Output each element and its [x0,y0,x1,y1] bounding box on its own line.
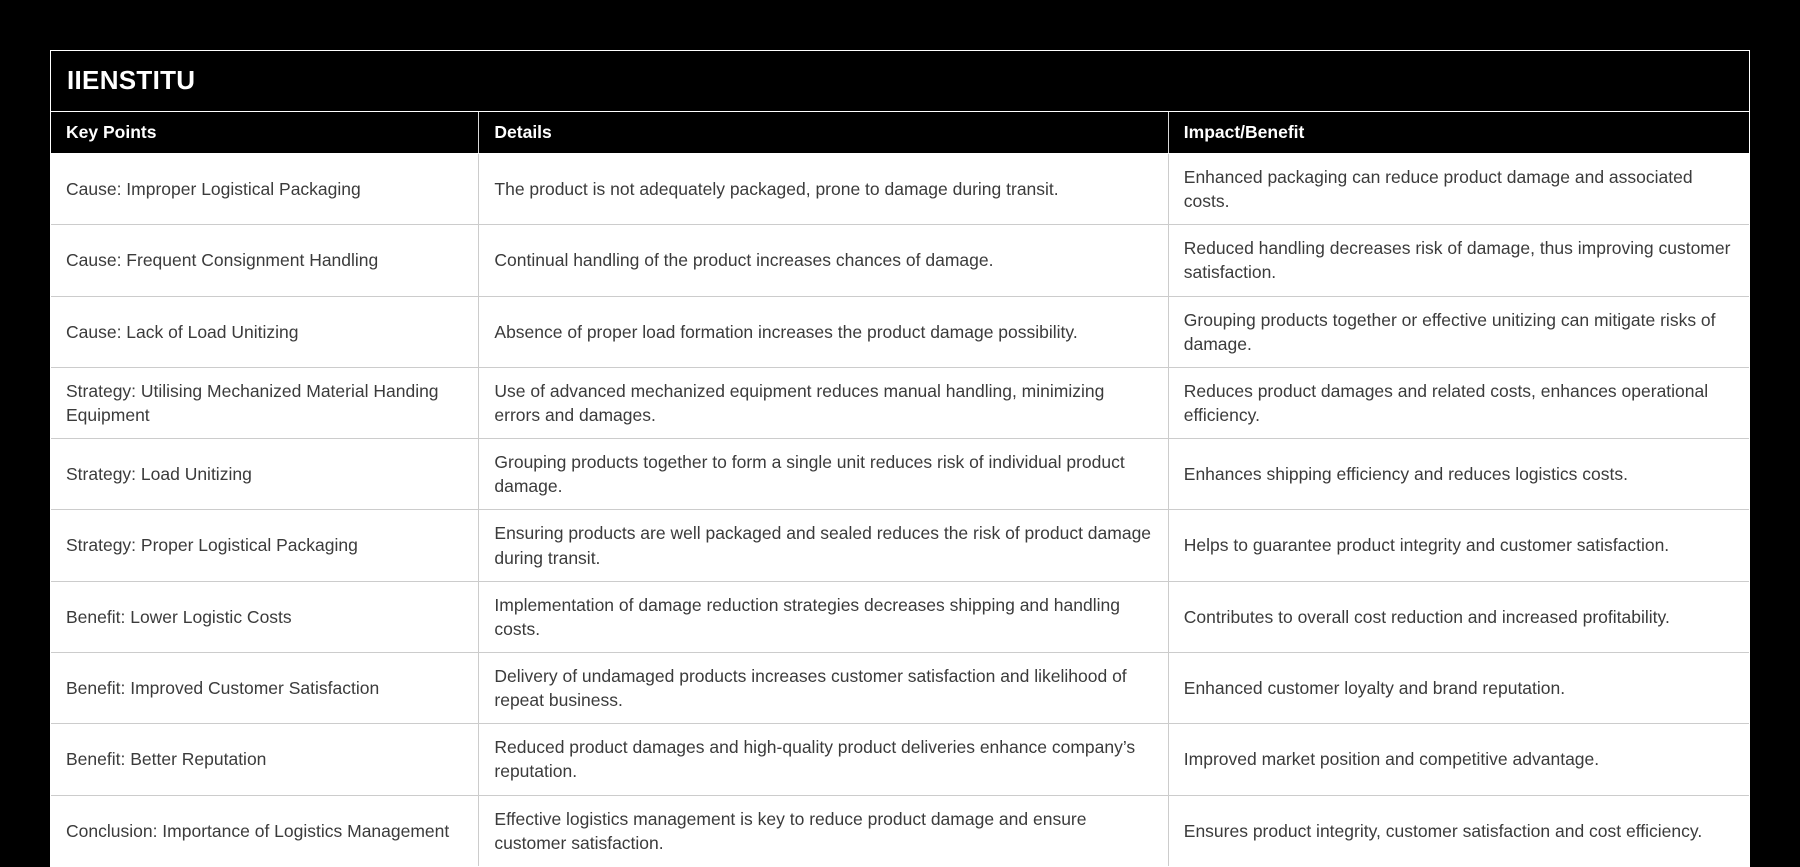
column-header-impact-benefit: Impact/Benefit [1168,112,1749,154]
table-row [51,581,1749,652]
table-row [51,724,1749,795]
cell-key-point: Cause: Frequent Consignment Handling [51,225,479,296]
cell-details: Absence of proper load formation increases the product damage possibility. [479,296,1168,367]
table-row [51,795,1749,866]
table-card [50,50,1750,867]
cell-details: Grouping products together to form a single unit reduces risk of individual product damage. [479,439,1168,510]
cell-key-point: Strategy: Load Unitizing [51,439,479,510]
cell-impact: Improved market position and competitive advantage. [1168,724,1749,795]
cell-impact: Contributes to overall cost reduction and increased profitability. [1168,581,1749,652]
table-row [51,367,1749,438]
table-body [51,154,1749,866]
table-row [51,296,1749,367]
table-row [51,154,1749,225]
header-row [51,112,1749,154]
cell-details: Implementation of damage reduction strategies decreases shipping and handling costs. [479,581,1168,652]
cell-details: Ensuring products are well packaged and sealed reduces the risk of product damage during transit. [479,510,1168,581]
key-points-table [51,112,1749,866]
table-row [51,652,1749,723]
cell-impact: Reduces product damages and related costs, enhances operational efficiency. [1168,367,1749,438]
cell-impact: Enhanced customer loyalty and brand reputation. [1168,652,1749,723]
cell-details: Delivery of undamaged products increases customer satisfaction and likelihood of repeat business. [479,652,1168,723]
table-header [51,112,1749,154]
cell-key-point: Benefit: Lower Logistic Costs [51,581,479,652]
column-header-key-points: Key Points [51,112,479,154]
title-bar [51,51,1749,112]
page-title: IIENSTITU [67,65,196,95]
cell-impact: Helps to guarantee product integrity and customer satisfaction. [1168,510,1749,581]
cell-details: Effective logistics management is key to reduce product damage and ensure customer satisfaction. [479,795,1168,866]
cell-key-point: Benefit: Better Reputation [51,724,479,795]
cell-key-point: Conclusion: Importance of Logistics Management [51,795,479,866]
cell-key-point: Strategy: Utilising Mechanized Material Handing Equipment [51,367,479,438]
table-row [51,225,1749,296]
cell-details: Use of advanced mechanized equipment reduces manual handling, minimizing errors and damages. [479,367,1168,438]
cell-key-point: Cause: Improper Logistical Packaging [51,154,479,225]
column-header-details: Details [479,112,1168,154]
cell-key-point: Benefit: Improved Customer Satisfaction [51,652,479,723]
table-row [51,510,1749,581]
cell-details: Reduced product damages and high-quality product deliveries enhance company’s reputation. [479,724,1168,795]
cell-details: The product is not adequately packaged, prone to damage during transit. [479,154,1168,225]
cell-impact: Enhances shipping efficiency and reduces logistics costs. [1168,439,1749,510]
table-row [51,439,1749,510]
cell-impact: Enhanced packaging can reduce product damage and associated costs. [1168,154,1749,225]
cell-key-point: Strategy: Proper Logistical Packaging [51,510,479,581]
cell-key-point: Cause: Lack of Load Unitizing [51,296,479,367]
cell-details: Continual handling of the product increases chances of damage. [479,225,1168,296]
cell-impact: Ensures product integrity, customer satisfaction and cost efficiency. [1168,795,1749,866]
cell-impact: Reduced handling decreases risk of damage, thus improving customer satisfaction. [1168,225,1749,296]
cell-impact: Grouping products together or effective unitizing can mitigate risks of damage. [1168,296,1749,367]
